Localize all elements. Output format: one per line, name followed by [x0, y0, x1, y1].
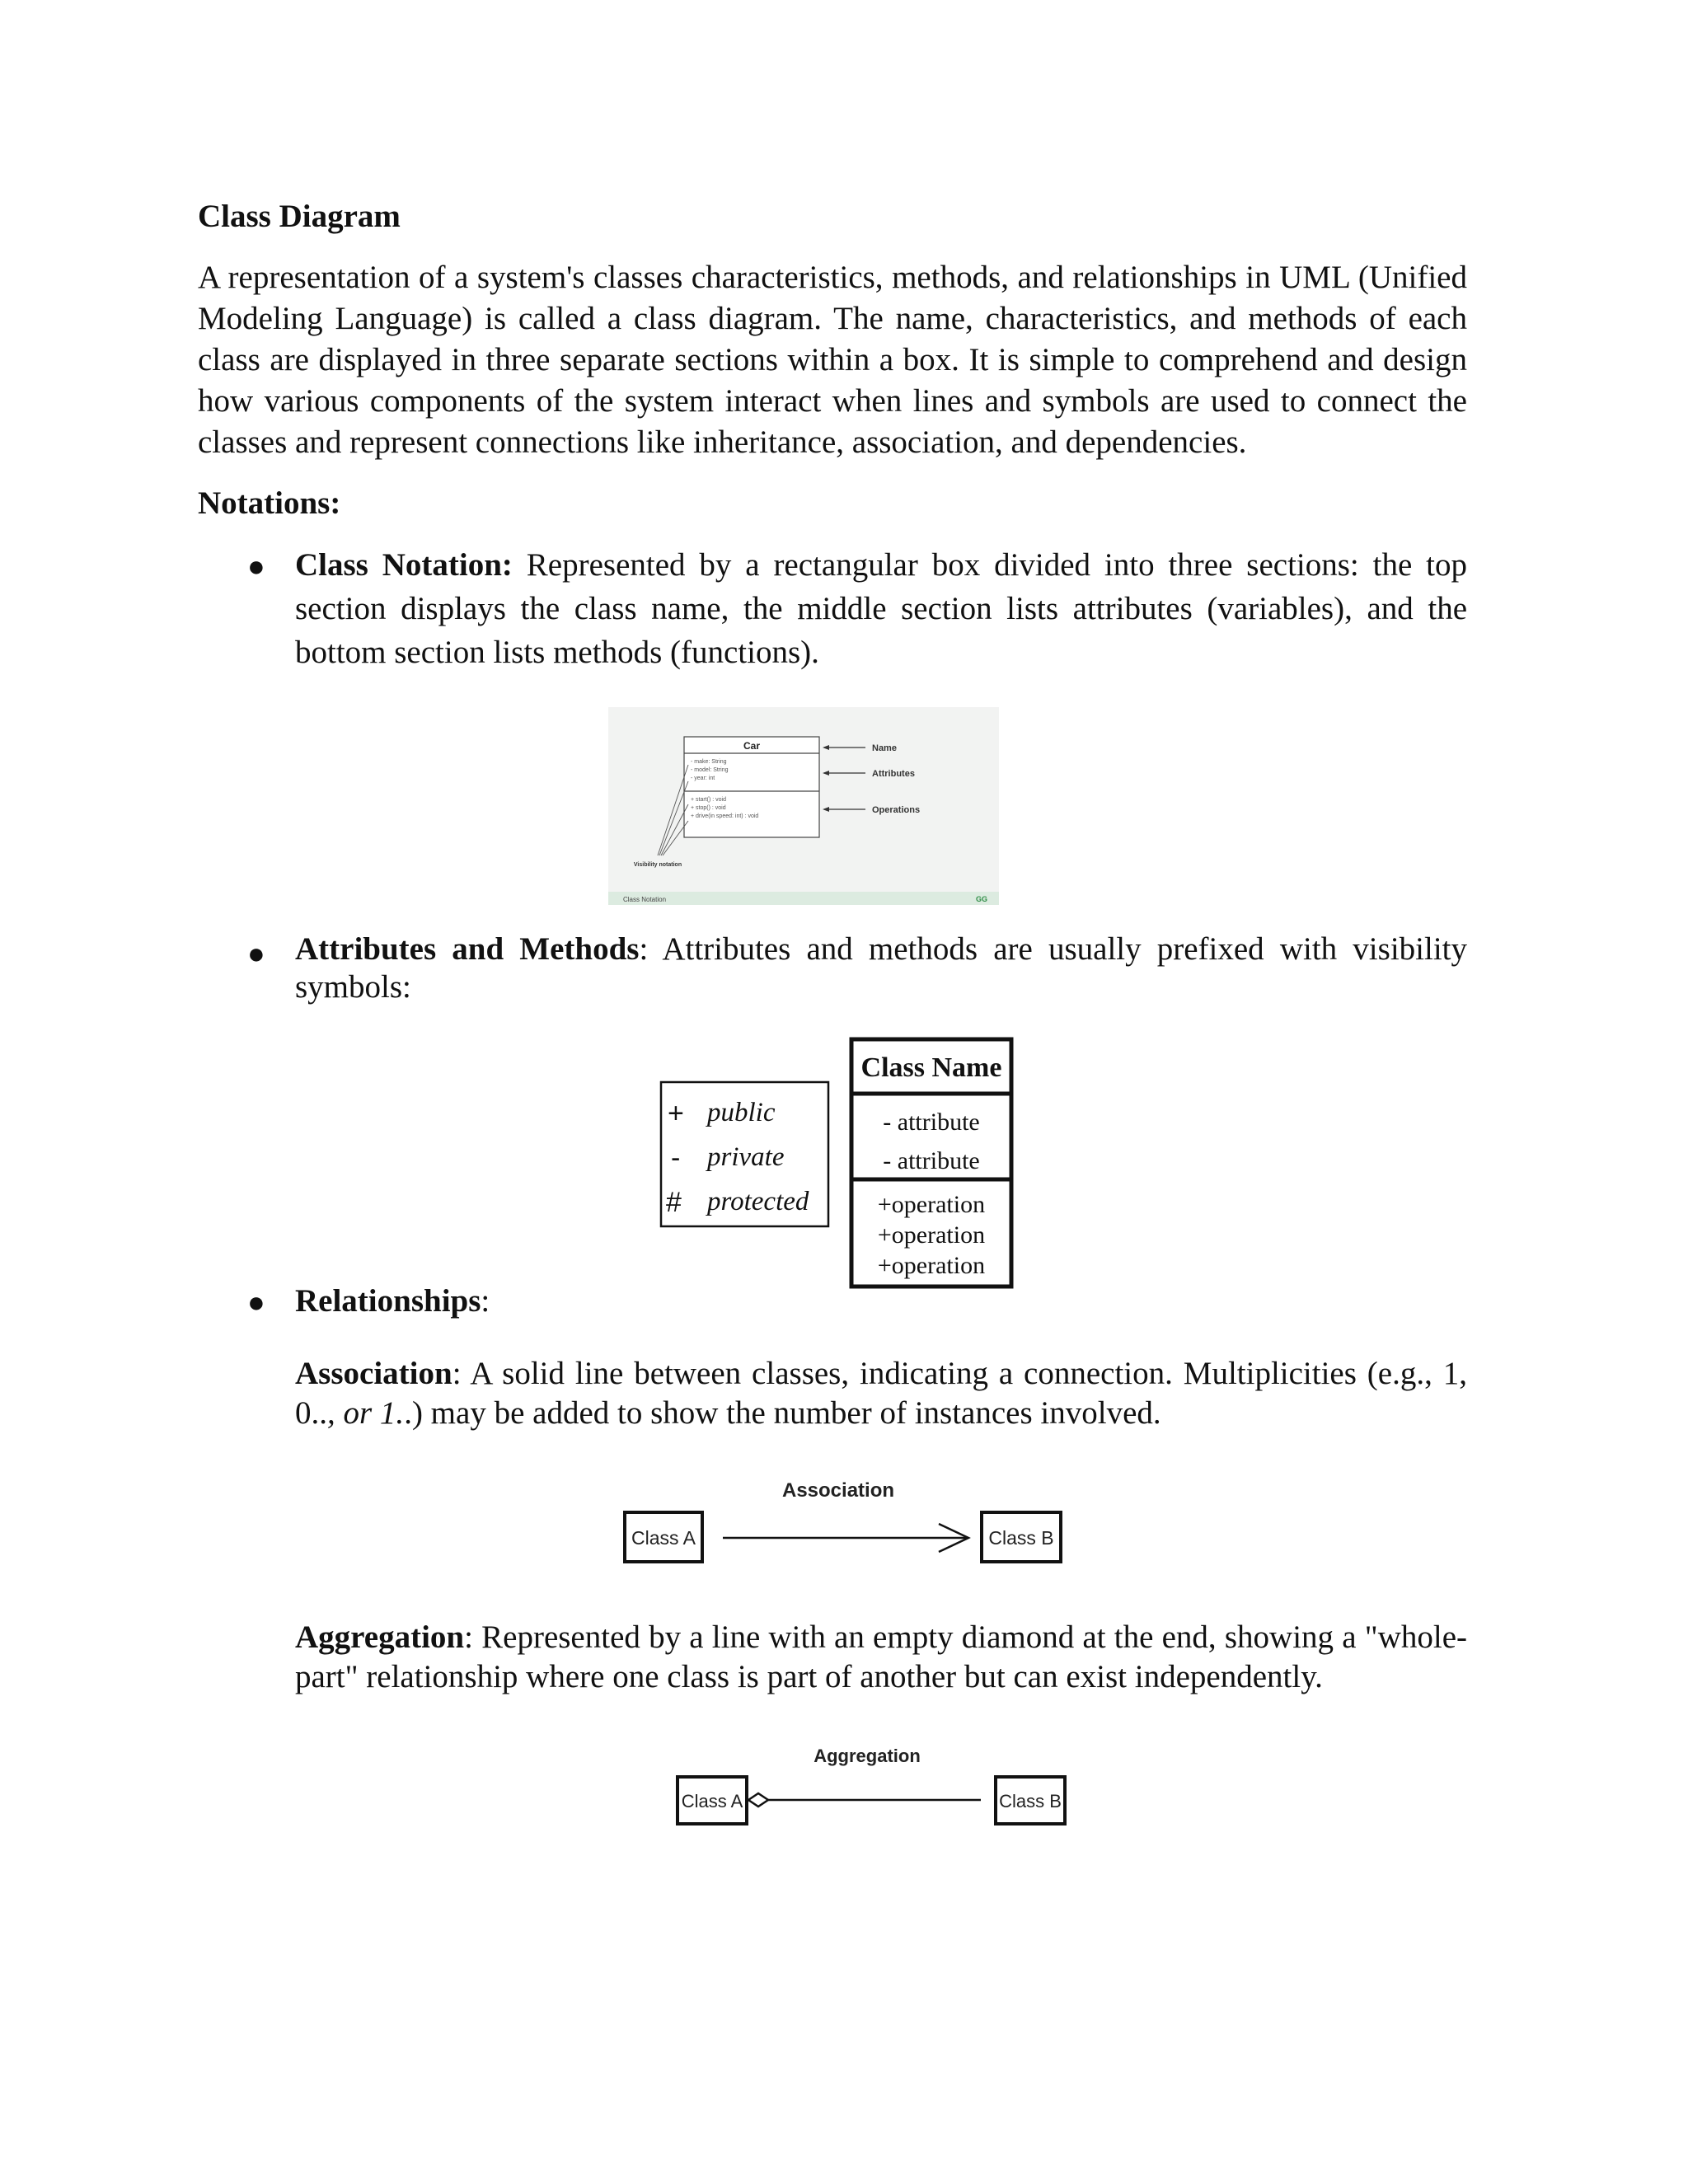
private-word: private [707, 1142, 785, 1172]
association-class-a: Class A [631, 1527, 696, 1549]
caption-bar [608, 892, 999, 905]
car-attr-2: - model: String [691, 767, 729, 773]
class-notation-figure [608, 707, 999, 905]
empty-diamond-icon [748, 1793, 768, 1807]
logo-icon: GG [975, 895, 987, 903]
notations-heading: Notations: [198, 485, 341, 521]
attribute-2: - attribute [883, 1147, 980, 1174]
protected-word: protected [707, 1187, 809, 1216]
label-attributes: Attributes [872, 769, 915, 779]
bullet-dot-attributes: ● [247, 937, 265, 970]
car-attr-3: - year: int [691, 776, 715, 781]
bullet-dot-class-notation: ● [247, 550, 265, 583]
car-method-1: + start() : void [691, 797, 726, 803]
class-notation-item [295, 543, 1467, 674]
operation-3: +operation [877, 1252, 986, 1279]
intro-paragraph: A representation of a system's classes characteristics, methods, and relationships in UML (Unified Modeling Language) is called a class diagram. The name, characteristics, and methods of each class are displayed in three separate sections within a box. It is simple to comprehend and design how various components of the system interact when lines and symbols are used to connect the classes and represent connections like inheritance, association, and dependencies. [198, 260, 1467, 460]
protected-symbol: # [666, 1187, 682, 1218]
private-symbol: - [671, 1142, 681, 1174]
association-text-after: .) may be added to show the number of instances involved. [404, 1395, 1161, 1431]
attributes-methods-text: : Attributes and methods are usually prefixed with visibility symbols: [295, 931, 1468, 1005]
class-name-text: Class Name [860, 1052, 1002, 1083]
label-operations: Operations [872, 805, 921, 815]
label-name: Name [872, 743, 897, 753]
public-word: public [707, 1098, 776, 1127]
relationships-item [295, 1279, 1467, 1323]
car-method-2: + stop() : void [691, 805, 726, 811]
aggregation-text: : Represented by a line with an empty diamond at the end, showing a "whole-part" relationship where one class is part of another but can exist independently. [295, 1619, 1467, 1694]
association-title: Association [781, 1479, 895, 1502]
aggregation-title: Aggregation [814, 1746, 921, 1766]
relationships-label: Relationships [295, 1283, 481, 1319]
operation-1: +operation [877, 1191, 986, 1218]
association-label: Association [295, 1356, 452, 1391]
class-notation-label: Class Notation: [295, 547, 513, 583]
visibility-notation-label: Visibility notation [633, 862, 682, 868]
association-class-b: Class B [988, 1527, 1054, 1549]
attributes-methods-item [295, 930, 1467, 1006]
association-paragraph [295, 1354, 1467, 1433]
page-title: Class Diagram [198, 199, 401, 234]
association-figure [622, 1477, 1067, 1574]
attributes-methods-label: Attributes and Methods [295, 931, 640, 967]
aggregation-class-a: Class A [681, 1791, 743, 1811]
public-symbol: + [668, 1098, 684, 1129]
car-class-name: Car [743, 740, 761, 752]
aggregation-paragraph [295, 1618, 1467, 1697]
class-notation-text: Represented by a rectangular box divided into three sections: the top section displays the class name, the middle section lists attributes (variables), and the bottom section lists methods (functions). [295, 547, 1467, 670]
car-method-3: + drive(in speed: int) : void [691, 813, 759, 819]
aggregation-figure [674, 1742, 1070, 1833]
car-attr-1: - make: String [691, 759, 727, 765]
aggregation-label: Aggregation [295, 1619, 465, 1655]
operation-2: +operation [877, 1221, 986, 1249]
association-text-italic: , or 1. [327, 1395, 405, 1431]
visibility-figure [659, 1037, 1015, 1289]
relationships-colon: : [481, 1283, 490, 1319]
figure-caption: Class Notation [623, 896, 667, 903]
association-text-before: : A solid line between classes, indicating a connection. Multiplicities (e.g., 1, 0.. [295, 1356, 1467, 1431]
aggregation-class-b: Class B [999, 1791, 1062, 1811]
car-class-box [684, 737, 819, 837]
attribute-1: - attribute [883, 1108, 980, 1136]
bullet-dot-relationships: ● [247, 1286, 265, 1319]
